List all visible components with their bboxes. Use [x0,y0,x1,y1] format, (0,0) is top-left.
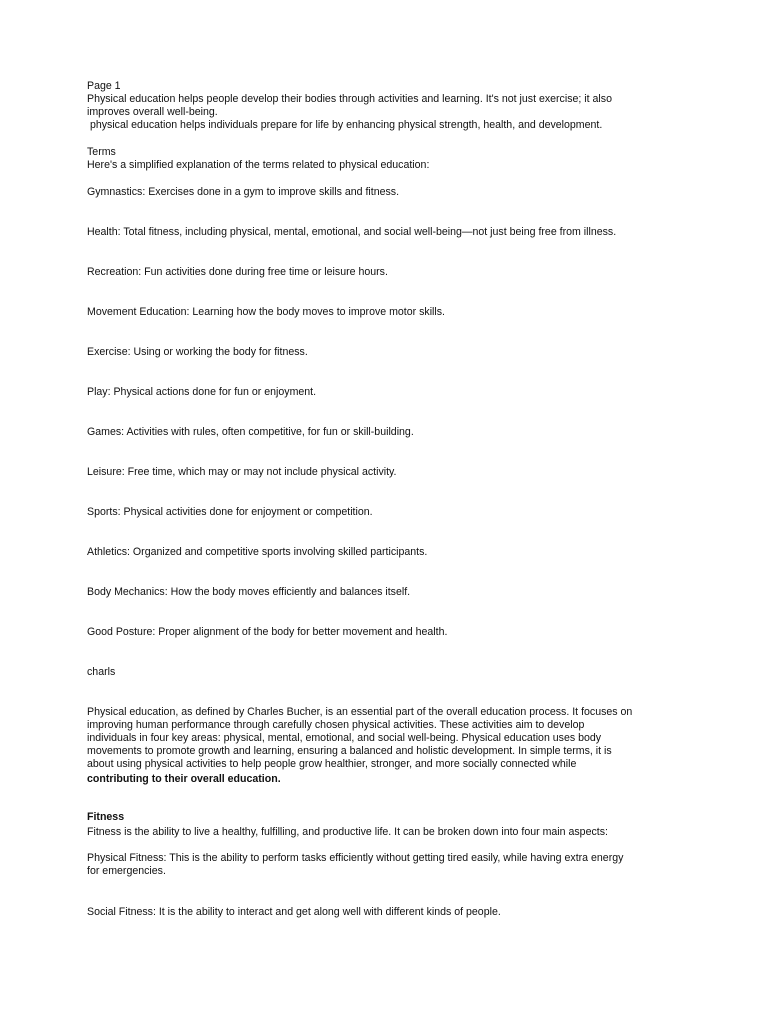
term-item: Play: Physical actions done for fun or enjoyment. [87,386,317,398]
charls-heading: charls [87,666,116,678]
term-item: Sports: Physical activities done for enjoyment or competition. [87,506,373,518]
fitness-intro: Fitness is the ability to live a healthy, fulfilling, and productive life. It can be broken down into four main aspects: [87,826,608,838]
intro-line-2: improves overall well-being. [87,106,218,118]
intro-line-3: physical education helps individuals prepare for life by enhancing physical strength, health, and development. [87,119,603,131]
terms-lead: Here's a simplified explanation of the terms related to physical education: [87,159,430,171]
term-item: Exercise: Using or working the body for fitness. [87,346,308,358]
terms-heading: Terms [87,146,116,158]
intro-line-1: Physical education helps people develop their bodies through activities and learning. It's not just exercise; it also [87,93,612,105]
term-item: Games: Activities with rules, often competitive, for fun or skill-building. [87,426,414,438]
term-item: Gymnastics: Exercises done in a gym to improve skills and fitness. [87,186,400,198]
social-fitness: Social Fitness: It is the ability to interact and get along well with different kinds of people. [87,906,501,918]
physical-fitness-line-1: Physical Fitness: This is the ability to perform tasks efficiently without getting tired easily, while having extra energy [87,852,624,864]
charls-para-line: Physical education, as defined by Charles Bucher, is an essential part of the overall education process. It focuses on [87,706,633,718]
charls-para-bold-line: contributing to their overall education. [87,773,281,785]
term-item: Body Mechanics: How the body moves efficiently and balances itself. [87,586,411,598]
term-item: Movement Education: Learning how the body moves to improve motor skills. [87,306,446,318]
page-label: Page 1 [87,80,121,92]
fitness-heading: Fitness [87,811,125,823]
term-item: Health: Total fitness, including physical, mental, emotional, and social well-being—not just being free from illness. [87,226,617,238]
term-item: Good Posture: Proper alignment of the body for better movement and health. [87,626,448,638]
term-item: Recreation: Fun activities done during free time or leisure hours. [87,266,388,278]
charls-para-line: movements to promote growth and learning, ensuring a balanced and holistic development. In simple terms, it is [87,745,612,757]
term-item: Athletics: Organized and competitive sports involving skilled participants. [87,546,428,558]
charls-para-line: about using physical activities to help people grow healthier, stronger, and more socially connected while [87,758,577,770]
physical-fitness-line-2: for emergencies. [87,865,166,877]
term-item: Leisure: Free time, which may or may not include physical activity. [87,466,397,478]
charls-para-line: improving human performance through carefully chosen physical activities. These activities aim to develop [87,719,585,731]
charls-para-line: individuals in four key areas: physical, mental, emotional, and social well-being. Physical education uses body [87,732,602,744]
